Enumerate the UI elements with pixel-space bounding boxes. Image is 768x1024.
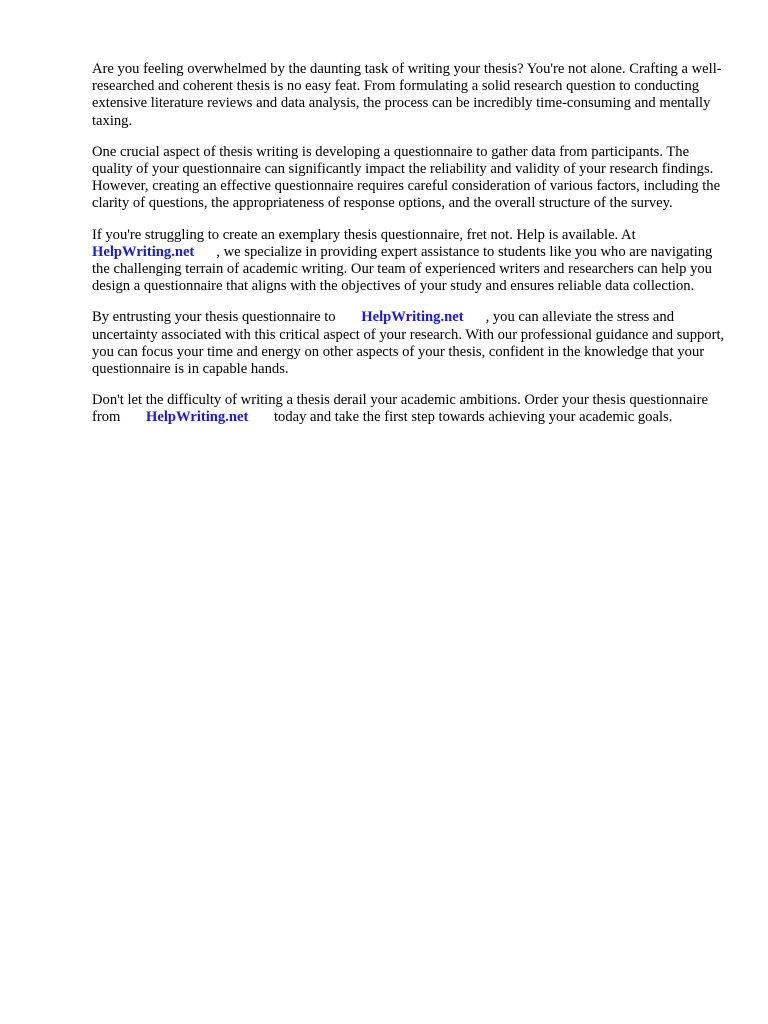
call-to-action-paragraph bbox=[92, 392, 732, 426]
helpwriting-link-3[interactable]: HelpWriting.net bbox=[146, 409, 249, 426]
help-available-paragraph bbox=[92, 227, 732, 296]
help-available-text-before: If you're struggling to create an exemplary thesis questionnaire, fret not. Help is available. At bbox=[92, 226, 636, 243]
helpwriting-link-1[interactable]: HelpWriting.net bbox=[92, 243, 195, 260]
call-to-action-text-after: today and take the first step towards achieving your academic goals. bbox=[273, 409, 673, 426]
intro-text: Are you feeling overwhelmed by the daunting task of writing your thesis? You're not alone. Crafting a well-researched and coherent thesis is no easy feat. From formulating a solid research question to conducting extensive literature reviews and data analysis, the process can be incredibly time-consuming and mentally taxing. bbox=[92, 61, 722, 129]
entrusting-text-after: , you can alleviate the stress and uncertainty associated with this critical aspect of your research. With our professional guidance and support, you can focus your time and energy on other aspects of your thesis, confident in the knowledge that your questionnaire is in capable hands. bbox=[92, 309, 725, 378]
questionnaire-importance-text: One crucial aspect of thesis writing is developing a questionnaire to gather data from participants. The quality of your questionnaire can significantly impact the reliability and validity of your research findings. However, creating an effective questionnaire requires careful consideration of various factors, including the clarity of questions, the appropriateness of response options, and the overall structure of the survey. bbox=[92, 143, 721, 212]
intro-paragraph bbox=[92, 61, 732, 130]
document-page bbox=[92, 61, 732, 441]
entrusting-paragraph bbox=[92, 309, 732, 378]
questionnaire-importance-paragraph bbox=[92, 144, 732, 213]
entrusting-text-before: By entrusting your thesis questionnaire to bbox=[92, 309, 336, 326]
helpwriting-link-2[interactable]: HelpWriting.net bbox=[361, 309, 464, 326]
call-to-action-text-before: Don't let the difficulty of writing a thesis derail your academic ambitions. Order your thesis questionnaire from bbox=[92, 392, 708, 426]
help-available-text-after: , we specialize in providing expert assistance to students like you who are navigating the challenging terrain of academic writing. Our team of experienced writers and researchers can help you design a questionnaire that aligns with the objectives of your study and ensures reliable data collection. bbox=[92, 243, 713, 295]
